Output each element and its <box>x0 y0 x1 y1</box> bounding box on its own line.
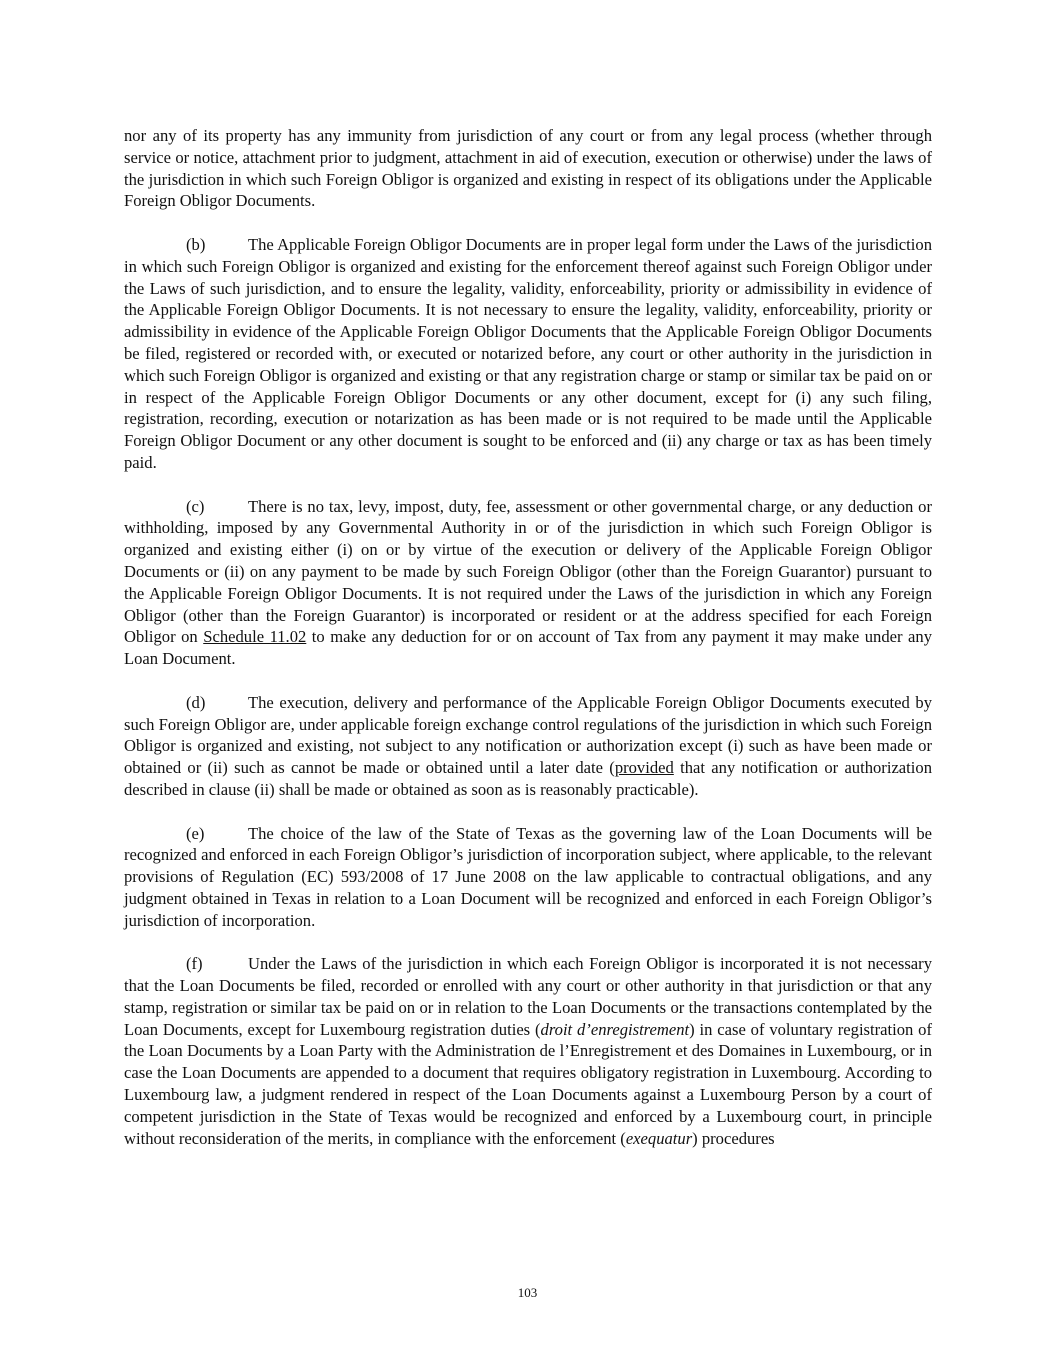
paragraph-c <box>124 496 932 670</box>
paragraph-f <box>124 953 932 1149</box>
paragraph-d-text-2: that any notification or authorization described in clause (ii) shall be made or obtained as soon as is reasonably practicable). <box>124 758 932 799</box>
paragraph-b <box>124 234 932 474</box>
clause-label-c: (c) <box>186 496 205 516</box>
page-number: 103 <box>517 1285 538 1300</box>
clause-label-f: (f) <box>186 954 203 974</box>
paragraph-continuation <box>124 125 932 212</box>
paragraph-c-text-2: to make any deduction for or on account of Tax from any payment it may make under any Loan Document. <box>124 627 932 669</box>
paragraph-text: nor any of its property has any immunity from jurisdiction of any court or from any legal process (whether through service or notice, attachment prior to judgment, attachment in aid of execution, execution or otherwise) under the laws of the jurisdiction in which such Foreign Obligor is organized and existing in respect of its obligations under the Applicable Foreign Obligor Documents. <box>124 126 932 211</box>
paragraph-f-text-1: Under the Laws of the jurisdiction in which each Foreign Obligor is incorporated it is not necessary that the Loan Documents be filed, recorded or enrolled with any court or other authority in that jurisdiction or that any stamp, registration or similar tax be paid on or in relation to the Loan Documents or the transactions contemplated by the Loan Documents, except for Luxembourg registration duties ( <box>124 954 932 1039</box>
clause-label-d: (d) <box>186 692 206 712</box>
paragraph-b-text: The Applicable Foreign Obligor Documents are in proper legal form under the Laws of the jurisdiction in which such Foreign Obligor is organized and existing for the enforcement thereof against such Foreign Obligor under the Laws of such jurisdiction, and to ensure the legality, validity, enforceability, priority or admissibility in evidence of the Applicable Foreign Obligor Documents. It is not necessary to ensure the legality, validity, enforceability, priority or admissibility in evidence of the Applicable Foreign Obligor Documents that the Applicable Foreign Obligor Documents be filed, registered or recorded with, or executed or notarized before, any court or other authority in the jurisdiction in which such Foreign Obligor is organized and existing or that any registration charge or stamp or similar tax be paid on or in respect of the Applicable Foreign Obligor Documents or any other document, except for (i) any such filing, registration, recording, execution or notarization as has been made or is not required to be made until the Applicable Foreign Obligor Document or any other document is sought to be enforced and (ii) any charge or tax as has been timely paid. <box>124 234 932 472</box>
schedule-reference: Schedule 11.02 <box>203 627 307 647</box>
paragraph-f-text-2: ) in case of voluntary registration of the Loan Documents by a Loan Party with the Administration de l’Enregistrement et des Domaines in Luxembourg, or in case the Loan Documents are appended to a document that requires obligatory registration in Luxembourg. According to Luxembourg law, a judgment rendered in respect of the Loan Documents against a Luxembourg Person by a court of competent jurisdiction in the State of Texas would be recognized and enforced by a Luxembourg court, in principle without reconsideration of the merits, in compliance with the enforcement ( <box>124 1019 932 1148</box>
clause-label-b: (b) <box>186 234 206 254</box>
paragraph-d-text-1: The execution, delivery and performance of the Applicable Foreign Obligor Documents executed by such Foreign Obligor are, under applicable foreign exchange control regulations of the jurisdiction in which such Foreign Obligor is organized and existing, not subject to any notification or authorization except (i) such as have been made or obtained or (ii) such as cannot be made or obtained until a later date ( <box>124 692 932 778</box>
provided-term: provided <box>614 758 674 778</box>
paragraph-f-text-3: ) procedures <box>692 1128 775 1148</box>
paragraph-e-text: The choice of the law of the State of Texas as the governing law of the Loan Documents will be recognized and enforced in each Foreign Obligor’s jurisdiction of incorporation subject, where applicable, to the relevant provisions of Regulation (EC) 593/2008 of 17 June 2008 on the law applicable to contractual obligations, and any judgment obtained in Texas in relation to a Loan Document will be recognized and enforced in each Foreign Obligor’s jurisdiction of incorporation. <box>124 823 932 930</box>
italic-term-exequatur: exequatur <box>625 1128 693 1148</box>
paragraph-c-text-1: There is no tax, levy, impost, duty, fee, assessment or other governmental charge, or any deduction or withholding, imposed by any Governmental Authority in or of the jurisdiction in which such Foreign Obligor is organized and existing either (i) on or by virtue of the execution or delivery of the Applicable Foreign Obligor Documents or (ii) on any payment to be made by such Foreign Obligor (other than the Foreign Guarantor) pursuant to the Applicable Foreign Obligor Documents. It is not required under the Laws of the jurisdiction in which any Foreign Obligor (other than the Foreign Guarantor) is incorporated or resident or at the address specified for each Foreign Obligor on <box>124 496 932 647</box>
paragraph-e <box>124 823 932 932</box>
clause-label-e: (e) <box>186 823 205 843</box>
document-body <box>124 125 932 1171</box>
paragraph-d <box>124 692 932 801</box>
italic-term-droit: droit d’enregistrement <box>540 1019 690 1039</box>
